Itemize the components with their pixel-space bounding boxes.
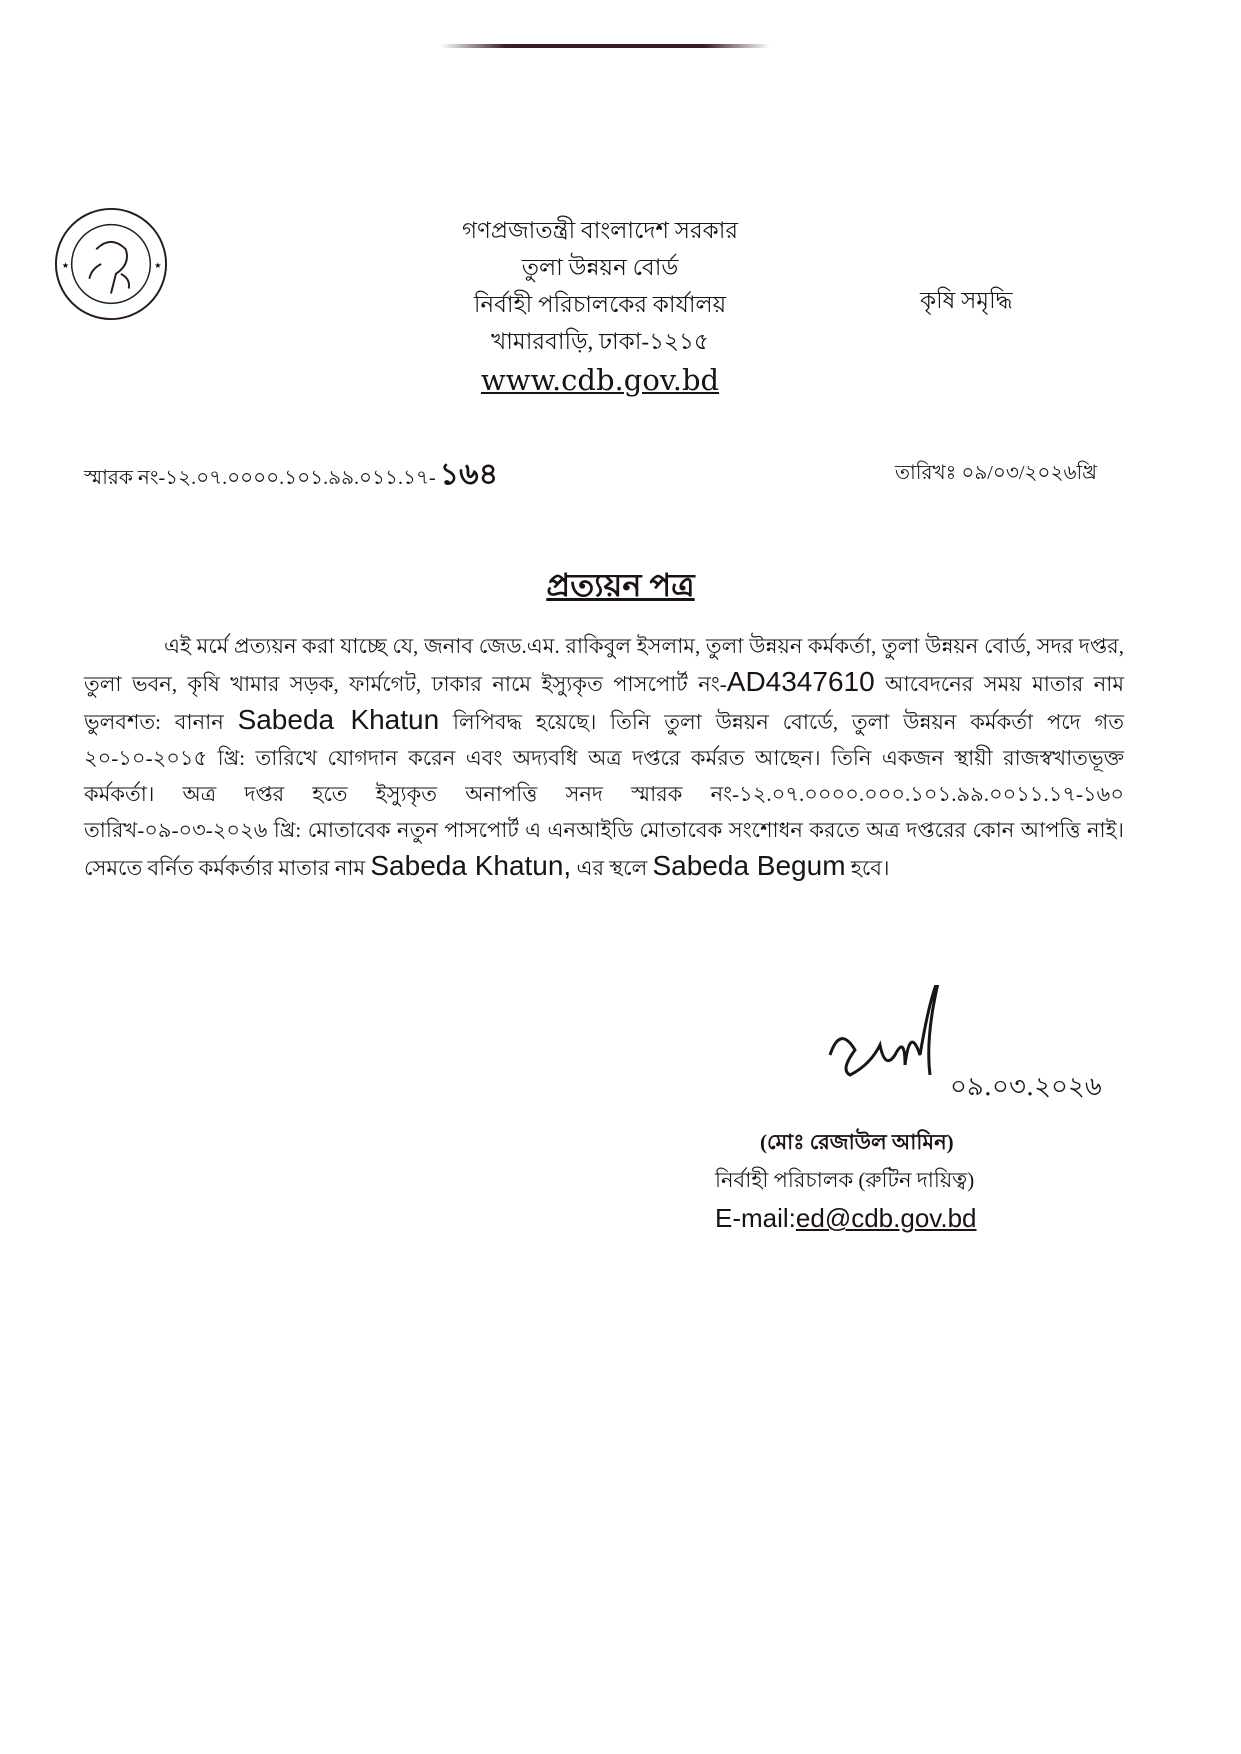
scan-edge-mark xyxy=(440,44,770,48)
memo-number xyxy=(84,450,498,501)
office-address: খামারবাড়ি, ঢাকা-১২১৫ xyxy=(491,329,709,354)
memo-prefix: স্মারক নং-১২.০৭.০০০০.১০১.৯৯.০১১.১৭- xyxy=(84,467,436,489)
title-text: প্রত্যয়ন পত্র xyxy=(546,567,695,603)
body-text: আবেদনের সময় মাতার নাম ভুলবশত: বানান xyxy=(84,672,1124,734)
signature-date: ০৯.০৩.২০২৬ xyxy=(950,1072,1102,1102)
body-text: এই মর্মে প্রত্যয়ন করা যাচ্ছে যে, জনাব জেড.এম. রাকিবুল ইসলাম, তুলা উন্নয়ন কর্মকর্তা, তুলা উন্নয়ন বোর্ড, সদর দপ্তর, তুলা ভবন, কৃষি খামার সড়ক, ফার্মগেট, ঢাকার নামে ইস্যুকৃত পাসপোর্ট নং- xyxy=(84,634,1124,696)
email-label: E-mail: xyxy=(715,1203,796,1233)
signatory-designation: নির্বাহী পরিচালক (রুটিন দায়িত্ব) xyxy=(715,1168,975,1192)
handwritten-signature xyxy=(820,985,1120,1115)
document-title xyxy=(0,560,1241,614)
svg-text:★: ★ xyxy=(154,260,162,270)
government-name: গণপ্রজাতন্ত্রী বাংলাদেশ সরকার xyxy=(461,218,739,243)
svg-text:★: ★ xyxy=(61,260,69,270)
cotton-board-seal-logo xyxy=(52,205,170,323)
website-link[interactable]: www.cdb.gov.bd xyxy=(480,363,720,397)
office-name: নির্বাহী পরিচালকের কার্যালয় xyxy=(473,292,727,317)
letterhead xyxy=(400,212,800,399)
body-text: হবে। xyxy=(845,856,890,880)
signatory-email xyxy=(715,1203,977,1234)
body-text: লিপিবদ্ধ হয়েছে। তিনি তুলা উন্নয়ন বোর্ডে, তুলা উন্নয়ন কর্মকর্তা পদে গত ২০-১০-২০১৫ খ্রি: তারিখে যোগদান করেন এবং অদ্যবধি অত্র দপ্তরে কর্মরত আছেন। তিনি একজন স্থায়ী রাজস্বখাতভূক্ত কর্মকর্তা। অত্র দপ্তর হতে ইস্যুকৃত অনাপত্তি সনদ স্মারক নং-১২.০৭.০০০০.০০০.১০১.৯৯.০০১১.১৭-১৬০ তারিখ-০৯-০৩-২০২৬ খ্রি: মোতাবেক নতুন পাসপোর্ট এ এনআইডি মোতাবেক সংশোধন করতে অত্র দপ্তরের কোন আপত্তি নাই। সেমতে বর্নিত কর্মকর্তার মাতার নাম xyxy=(84,710,1125,880)
passport-number: AD4347610 xyxy=(726,666,875,697)
email-link[interactable]: ed@cdb.gov.bd xyxy=(795,1203,977,1233)
letter-date: তারিখঃ ০৯/০৩/২০২৬খ্রি xyxy=(895,462,1098,484)
incorrect-mother-name: Sabeda Khatun xyxy=(237,704,440,735)
memo-handwritten-number: ১৬৪ xyxy=(439,458,499,491)
motto: কৃষি সমৃদ্ধি xyxy=(920,288,1013,313)
organization-name: তুলা উন্নয়ন বোর্ড xyxy=(521,255,679,280)
correct-mother-name: Sabeda Begum xyxy=(652,850,846,881)
certificate-body xyxy=(84,628,1124,886)
signatory-name: (মোঃ রেজাউল আমিন) xyxy=(760,1130,954,1154)
body-text: এর স্থলে xyxy=(571,856,653,880)
incorrect-mother-name: Sabeda Khatun, xyxy=(370,850,572,881)
